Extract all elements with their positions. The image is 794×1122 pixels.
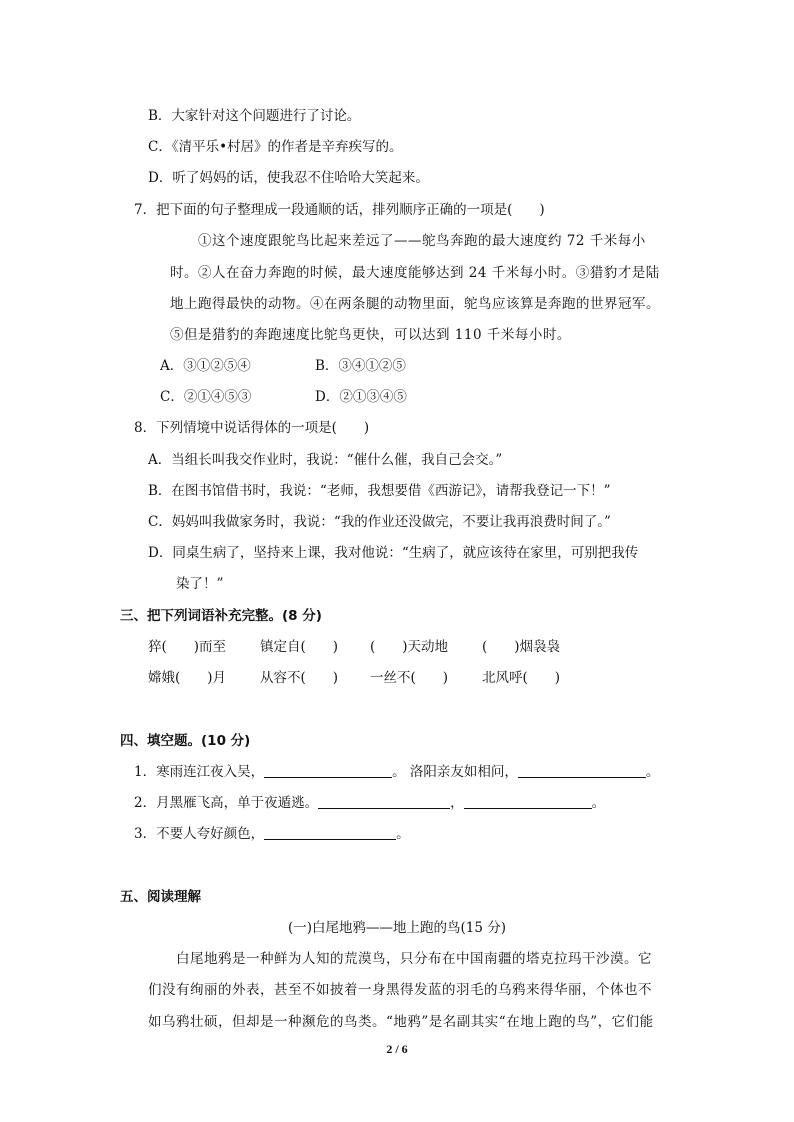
q7-passage-line-2: 时。②人在奋力奔跑的时候，最大速度能够达到 24 千米每小时。③猎豹才是陆: [170, 265, 660, 281]
s4-q2-text-a: 2．月黑雁飞高，单于夜遁逃。: [134, 795, 319, 811]
s4-q2-text-c: 。: [591, 795, 606, 811]
section-5-title: 五、阅读理解: [120, 889, 201, 905]
s4-q2-text-b: ，: [450, 795, 464, 811]
s3-item-2: 镇定自( ): [260, 639, 339, 655]
reading-paragraph-line-2: 们没有绚丽的外表，甚至不如披着一身黑得发蓝的羽毛的乌鸦来得华丽，个体也不: [148, 982, 652, 998]
page-number: 2 / 6: [386, 1042, 408, 1056]
reading-paragraph-line-3: 如乌鸦壮硕，但却是一种濒危的鸟类。“地鸦”是名副其实“在地上跑的鸟”，它们能: [148, 1014, 654, 1030]
q7-passage-line-1: ①这个速度跟鸵鸟比起来差远了——鸵鸟奔跑的最大速度约 72 千米每小: [198, 233, 646, 249]
s3-item-1: 猝( )而至: [148, 639, 227, 655]
s3-item-5: 嫦娥( )月: [148, 670, 227, 686]
q8-stem: 8．下列情境中说话得体的一项是( ): [134, 420, 370, 436]
q8-option-c: C．妈妈叫我做家务时，我说：“我的作业还没做完，不要让我再浪费时间了。”: [148, 514, 611, 530]
q8-option-b: B．在图书馆借书时，我说：“老师，我想要借《西游记》，请帮我登记一下！”: [148, 483, 611, 499]
q7-option-c: C．②①④⑤③: [160, 389, 252, 405]
s4-q3-text-b: 。: [396, 826, 410, 842]
section-3-title: 三、把下列词语补充完整。(8 分): [120, 608, 322, 624]
s4-q1-blank-1[interactable]: [264, 763, 392, 778]
q6-option-b: B．大家针对这个问题进行了讨论。: [148, 108, 361, 124]
q8-option-d: D．同桌生病了，坚持来上课，我对他说：“生病了，就应该待在家里，可别把我传: [148, 545, 639, 561]
s4-q1-text-a: 1．寒雨连江夜入吴，: [134, 764, 265, 780]
s4-q1-text-c: 。: [645, 764, 660, 780]
q8-option-a: A．当组长叫我交作业时，我说：“催什么催，我自己会交。”: [148, 452, 503, 468]
s3-item-7: 一丝不( ): [370, 670, 449, 686]
q7-passage-line-4: ⑤但是猎豹的奔跑速度比鸵鸟更快，可以达到 110 千米每小时。: [170, 327, 571, 343]
section-4-title: 四、填空题。(10 分): [120, 733, 251, 749]
q8-option-d-continued: 染了！”: [176, 576, 224, 592]
s3-item-3: ( )天动地: [370, 639, 449, 655]
s3-item-6: 从容不( ): [260, 670, 339, 686]
s3-item-4: ( )烟袅袅: [482, 639, 561, 655]
s4-q3: [134, 822, 410, 842]
q7-passage-line-3: 地上跑得最快的动物。④在两条腿的动物里面，鸵鸟应该算是奔跑的世界冠军。: [170, 296, 660, 312]
reading-paragraph-line-1: 白尾地鸦是一种鲜为人知的荒漠鸟，只分布在中国南疆的塔克拉玛干沙漠。它: [176, 951, 652, 967]
q7-option-a: A．③①②⑤④: [160, 358, 251, 374]
s4-q3-text-a: 3．不要人夸好颜色，: [134, 826, 265, 842]
s4-q1: [134, 760, 659, 780]
s4-q1-text-b: 。 洛阳亲友如相问，: [392, 764, 518, 780]
q6-option-c: C．《清平乐•村居》的作者是辛弃疾写的。: [148, 139, 403, 155]
s4-q1-blank-2[interactable]: [518, 763, 646, 778]
q7-option-d: D．②①③④⑤: [315, 389, 407, 405]
s4-q2-blank-1[interactable]: [318, 794, 450, 809]
s3-item-8: 北风呼( ): [482, 670, 561, 686]
reading-passage-title: (一)白尾地鸦——地上跑的鸟(15 分): [287, 920, 507, 936]
q7-option-b: B．③④①②⑤: [315, 358, 406, 374]
q6-option-d: D．听了妈妈的话，使我忍不住哈哈大笑起来。: [148, 170, 429, 186]
s4-q2-blank-2[interactable]: [464, 794, 592, 809]
s4-q2: [134, 791, 605, 811]
s4-q3-blank[interactable]: [264, 825, 396, 840]
q7-stem: 7．把下面的句子整理成一段通顺的话，排列顺序正确的一项是( ): [134, 202, 545, 218]
